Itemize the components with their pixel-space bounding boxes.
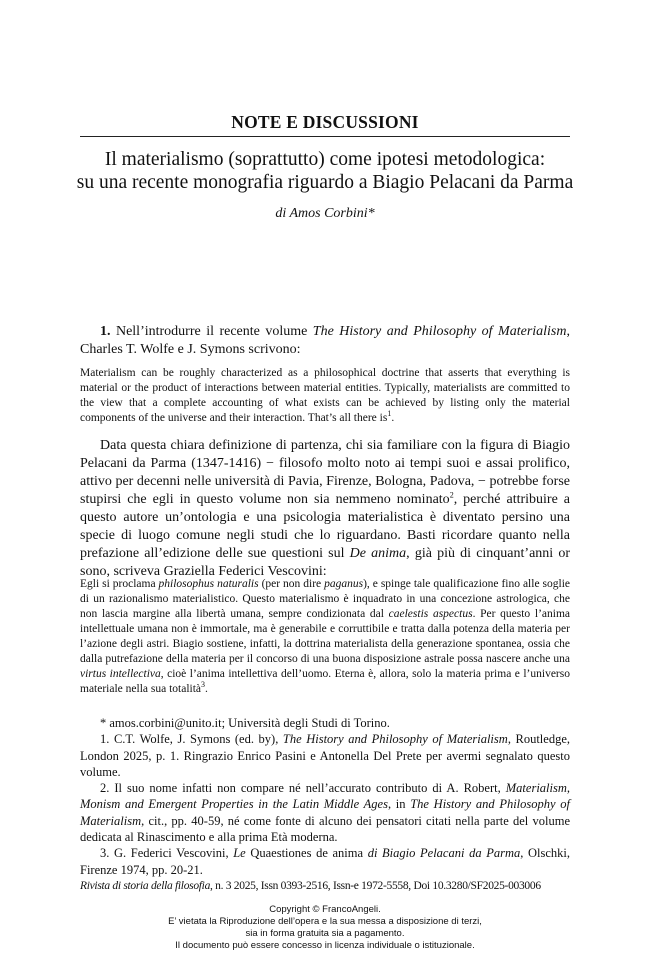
footnote-text: , in [387,797,411,812]
section-title: NOTE E DISCUSSIONI [231,112,419,132]
section-number: 1. [100,324,111,339]
footnote-italic: The History and Philosophy of Materialism [80,797,570,828]
paragraph-2-text-end: , già più di cinquant’anni or sono, scriveva Graziella Federici Vescovini: [80,546,571,579]
footnote-3 [80,845,570,878]
journal-name: Rivista di storia della filosofia [80,880,211,892]
copyright-notice [80,904,570,952]
footnote-1 [80,731,570,780]
footnote-italic: Le [233,846,246,861]
quote-2-text: Egli si proclama [80,578,159,590]
paragraph-2 [80,437,570,581]
paragraph-1 [80,323,570,359]
copyright-line-3: sia in forma gratuita sia a pagamento. [245,928,405,939]
block-quote-2 [80,577,570,697]
article-title [60,148,590,194]
copyright-line-2: E’ vietata la Riproduzione dell’opera e la sua messa a disposizione di terzi, [168,916,482,927]
footnote-text: 2. Il suo nome infatti non compare né nell’accurato contributo di A. Robert, [100,781,506,796]
footnote-text: , Olschki, Firenze 1974, pp. 20-21. [80,846,571,877]
quote-2-text: , cioè l’anima intellettiva dell’uomo. Eterna è, allora, solo la materia prima e l’universo materiale nella sua totalità [80,668,570,695]
book-title: The History and Philosophy of Materialism [312,324,567,339]
footnote-text: , cit., pp. 40-59, né come fonte di alcuno dei pensatori citati nella parte del volume dedicata al Rinascimento e alla prima Età moderna. [80,813,570,845]
article-title-line-1: Il materialismo (soprattutto) come ipotesi metodologica: [104,149,546,170]
footnote-italic: The History and Philosophy of Materialism [282,732,508,747]
quote-2-text: ), e spinge tale qualificazione fino alle soglie di un razionalismo materialistico. Questo materialismo è inquadrato in una concezione astrologica, che non lascia margine alla libertà umana, sempre condizionata dal [80,578,570,620]
footnote-text: 1. C.T. Wolfe, J. Symons (ed. by), [100,732,283,747]
running-footer [80,880,570,892]
quote-1-text: Materialism can be roughly characterized as a philosophical doctrine that asserts that everything is material or the product of interactions between material entities. Typically, materialists are committed to the view that a complete accounting of what exists can be achieved by listing only the material components of the universe and their interaction. That’s all there is [80,367,570,424]
footnote-ref-1[interactable]: 1 [387,409,392,419]
paragraph-1-text-end: , Charles T. Wolfe e J. Symons scrivono: [80,324,570,357]
footnote-ref-2[interactable]: 2 [449,490,454,500]
quote-2-text: (per non dire [258,578,325,590]
footnote-author-text: * amos.corbini@unito.it; Università degli Studi di Torino. [100,716,390,730]
quote-2-italic: caelestis aspectus [388,608,473,620]
paragraph-2-text-mid: , perché attribuire a questo autore un’ontologia e una psicologia materialistica è diventato persino una specie di luogo comune negli studi che lo riguardano. Basti ricordare quanto nella prefazione all’edizione delle sue questioni sul [80,492,571,561]
quote-2-end: . [205,683,208,695]
footnote-ref-3[interactable]: 3 [201,680,206,690]
footnote-italic: Materialism, Monism and Emergent Properties in the Latin Middle Ages [80,781,570,812]
quote-2-italic: philosophus naturalis [158,578,259,590]
footnote-text: Quaestiones de anima [245,846,368,861]
footnote-text: 3. G. Federici Vescovini, [100,846,234,861]
work-title: De anima [349,546,407,561]
author-byline: di Amos Corbini* [275,206,375,221]
block-quote-1 [80,366,570,426]
paragraph-2-text: Data questa chiara definizione di partenza, chi sia familiare con la figura di Biagio Pelacani da Parma (1347-1416) − filosofo molto noto ai tempi suoi e assai prolifico, attivo per decenni nelle università di Pavia, Firenze, Bologna, Padova, − potrebbe forse stupirsi che egli in questo volume non sia nemmeno nominato [80,438,570,507]
footnote-italic: di Biagio Pelacani da Parma [367,846,521,861]
paragraph-1-text: Nell’introdurre il recente volume [110,324,313,339]
footnote-2 [80,780,570,845]
quote-2-italic: virtus intellectiva [80,668,161,680]
quote-1-end: . [391,412,395,424]
copyright-line-4: Il documento può essere concesso in licenza individuale o istituzionale. [175,940,475,951]
copyright-line-1: Copyright © FrancoAngeli. [269,904,381,915]
quote-2-italic: paganus [324,578,364,590]
footnotes [80,715,570,878]
quote-2-text: . Per questo l’anima intellettuale umana non è immortale, ma è generabile e corruttibile e tratta dalla potenza della materia per l’azione degli astri. Biagio sostiene, infatti, la dottrina materialista della generazione spontanea, ossia che dalla putrefazione della materia per il concorso di una buona disposizione astrale possa nascere anche una [80,608,570,665]
journal-details: , n. 3 2025, Issn 0393-2516, Issn-e 1972-5558, Doi 10.3280/SF2025-003006 [210,880,541,892]
footnote-author [80,715,570,731]
footnote-text: , Routledge, London 2025, p. 1. Ringrazio Enrico Pasini e Antonella Del Prete per avermi segnalato questo volume. [80,732,571,779]
header-rule [80,136,570,137]
article-title-line-2: su una recente monografia riguardo a Biagio Pelacani da Parma [76,172,574,193]
